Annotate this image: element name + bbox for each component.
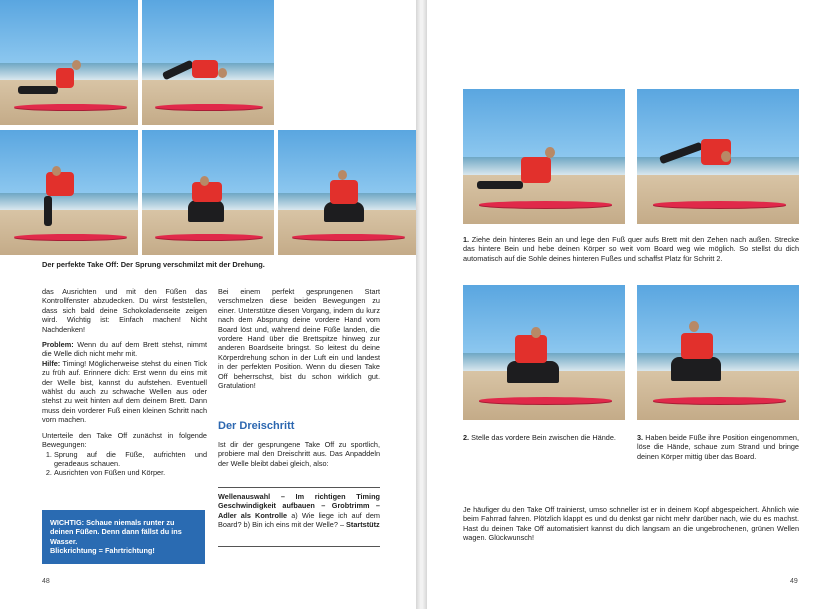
step-3-text (637, 433, 799, 461)
steps-list (42, 450, 207, 478)
list-item: 1. Sprung auf die Füße, aufrichten und geradeaus schauen. (54, 450, 207, 469)
takeoff-photo-4 (142, 130, 274, 255)
dreischritt-photo-3 (463, 285, 625, 420)
step-2-text (463, 433, 625, 442)
infobox-warning: WICHTIG: Schaue niemals runter zu deinen Füßen. Denn dann fällst du ins Wasser. (50, 518, 182, 546)
list-item: 2. Ausrichten von Füßen und Körper. (54, 468, 207, 477)
dreischritt-photo-4 (637, 285, 799, 420)
important-infobox (42, 510, 205, 564)
sequence-bold: Wellenauswahl – Im richtigen Timing Geschwindigkeit aufbauen – Grobtrimm – Adler als Kontrolle (218, 492, 380, 520)
left-column-2 (218, 287, 380, 396)
divider-top (218, 487, 380, 488)
perfect-start-paragraph: Bei einem perfekt gesprungenen Start verschmelzen diese beiden Bewegungen zu einer. Unterstütze diesen Vorgang, indem du kurz nach dem Absprung deine vordere Hand vom Board löst und, während deine Füße landen, die vordere Hand über die Brettspitze hinweg zur anderen Boardseite bringst. So leitest du deine Körperdrehung schon in der Luft ein und landest in der perfekten Position. Wenn du diesen Take Off beherrschst, bist du schon wirklich gut. Gratulation! (218, 287, 380, 391)
infobox-rule: Blickrichtung = Fahrtrichtung! (50, 546, 155, 556)
photo-caption: Der perfekte Take Off: Der Sprung verschmilzt mit der Drehung. (42, 260, 265, 269)
sequence-box (218, 492, 380, 530)
book-gutter (416, 0, 427, 609)
step-1-number: 1. (463, 235, 470, 244)
problem-text: Wenn du auf dem Brett stehst, nimmt die Welle dich nicht mehr mit. (42, 340, 207, 359)
dreischritt-photo-1 (463, 89, 625, 224)
step-2-body: Stelle das vordere Bein zwischen die Hände. (469, 433, 616, 442)
dreischritt-photo-2 (637, 89, 799, 224)
takeoff-photo-5 (278, 130, 416, 255)
section-heading-dreischritt: Der Dreischritt (218, 420, 295, 432)
step-3-body: Haben beide Füße ihre Position eingenommen, löse die Hände, schaue zum Strand und bringe deinen Körper mittig über das Board. (637, 433, 799, 461)
problem-label: Problem: (42, 340, 74, 350)
left-column-1 (42, 287, 207, 478)
hilfe-text: Timing! Möglicherweise stehst du einen Tick zu früh auf. Erinnere dich: Erst wenn du eins mit der Welle bist, kannst du aufstehen. Eventuell wählst du auch zu schwache Wellen aus oder stehst zu weit hinten auf dem deinem Brett. Dann muss dein vorderer Fuß einen kleinen Schritt nach vorn machen. (42, 358, 207, 425)
takeoff-photo-2 (142, 0, 274, 125)
takeoff-photo-1 (0, 0, 138, 125)
summary-paragraph: Je häufiger du den Take Off trainierst, umso schneller ist er in deinem Kopf abgespeichert. Ähnlich wie beim Fahrrad fahren. Plötzlich klappt es und du denkst gar nicht mehr darüber nach, wie du es machst. Hast du deinen Take Off automatisiert kannst du dich langsam an die ungebrochenen, grünen Wellen wagen. Glückwunsch! (463, 505, 799, 543)
divider-bottom (218, 546, 380, 547)
dreischritt-text (218, 440, 380, 474)
step-2-number: 2. (463, 433, 470, 442)
takeoff-photo-3 (0, 130, 138, 255)
sequence-end: Startstütz (346, 520, 380, 530)
right-page (427, 0, 838, 609)
steps-intro: Unterteile den Take Off zunächst in folgende Bewegungen: (42, 430, 207, 450)
page-number-right: 49 (790, 578, 798, 585)
step-1-text (463, 235, 799, 263)
intro-paragraph: das Ausrichten und mit den Füßen das Kontrollfenster abzudecken. Du wirst feststellen, dass sich bald deine Schokoladenseite zeigen wird. Wichtig ist: Einfach machen! Nicht Nachdenken! (42, 287, 207, 334)
step-3-number: 3. (637, 433, 644, 442)
dreischritt-intro: Ist dir der gesprungene Take Off zu sportlich, probiere mal den Dreischritt aus. Das Anpaddeln der Welle bleibt dabei gleich, also: (218, 440, 380, 468)
problem-paragraph (42, 340, 207, 425)
hilfe-label: Hilfe: (42, 358, 61, 368)
page-number-left: 48 (42, 578, 50, 585)
left-page (0, 0, 416, 609)
step-1-body: Ziehe dein hinteres Bein an und lege den Fuß quer aufs Brett mit den Zehen nach außen. Strecke das hintere Bein und hebe deinen Körper so weit vom Board weg wie möglich. So stellst du dich automatisch auf die Sohle deines hinteren Fußes und schaffst Platz für Schritt 2. (463, 235, 799, 263)
sequence-text: a) Wie liege ich auf dem Board? b) Bin ich eins mit der Welle? – (218, 510, 380, 530)
